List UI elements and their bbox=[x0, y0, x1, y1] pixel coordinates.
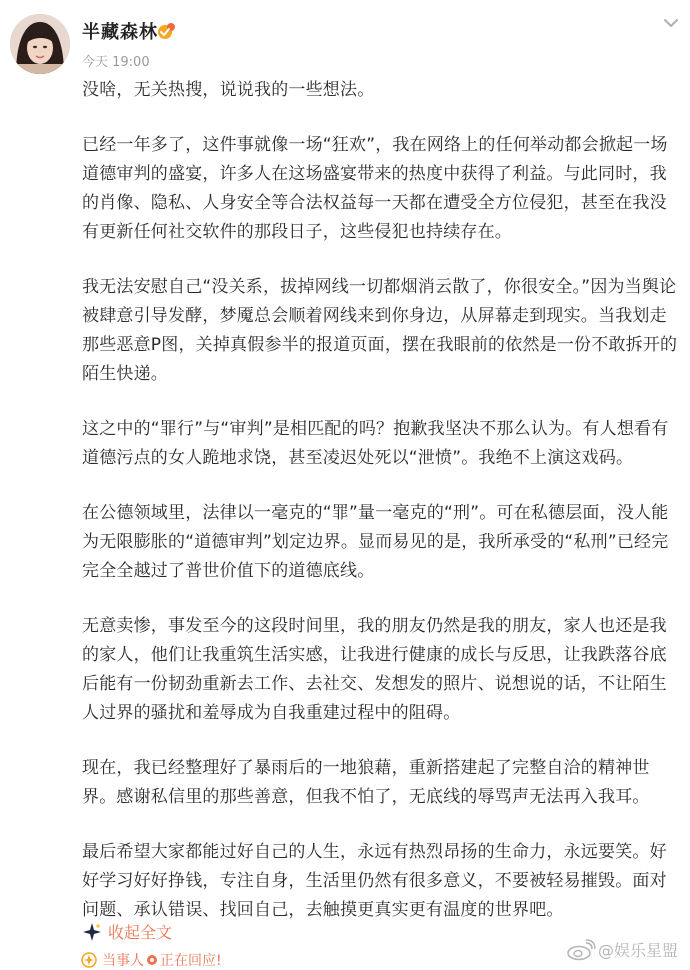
topic-tag[interactable] bbox=[80, 950, 222, 970]
post-paragraph: 现在，我已经整理好了暴雨后的一地狼藉，重新搭建起了完整自洽的精神世界。感谢私信里的那些善意，但我不怕了，无底线的辱骂声无法再入我耳。 bbox=[82, 758, 650, 807]
post-paragraph: 这之中的“罪行”与“审判”是相匹配的吗？抱歉我坚决不那么认为。有人想看有道德污点的女人跪地求饶，甚至凌迟处死以“泄愤”。我绝不上演这戏码。 bbox=[82, 419, 669, 468]
watermark-text: @娱乐星盟 bbox=[598, 941, 679, 960]
weibo-logo-icon bbox=[566, 939, 596, 961]
post-paragraph: 我无法安慰自己“没关系，拔掉网线一切都烟消云散了，你很安全。”因为当舆论被肆意引导发酵，梦魇总会顺着网线来到你身边，从屏幕走到现实。当我划走那些恶意P图，关掉真假参半的报道页面，摆在我眼前的依然是一份不敢拆开的陌生快递。 bbox=[82, 277, 678, 384]
collapse-full-text-button[interactable] bbox=[82, 920, 172, 943]
post-paragraph: 无意卖惨，事发至今的这段时间里，我的朋友仍然是我的朋友，家人也还是我的家人，他们让我重筑生活实感，让我进行健康的成长与反思，让我跌落谷底后能有一份韧劲重新去工作、去社交、发想发的照片、说想说的话，不让陌生人过界的骚扰和羞辱成为自我重建过程中的阻碍。 bbox=[82, 616, 667, 723]
avatar-image bbox=[10, 14, 70, 74]
post-paragraph: 已经一年多了，这件事就像一场“狂欢”，我在网络上的任何举动都会掀起一场道德审判的盛宴，许多人在这场盛宴带来的热度中获得了利益。与此同时，我的肖像、隐私、人身安全等合法权益每一天都在遭受全方位侵犯，甚至在我没有更新任何社交软件的那段日子，这些侵犯也持续存在。 bbox=[82, 135, 668, 242]
collapse-label: 收起全文 bbox=[108, 923, 173, 942]
collapse-sparkle-icon bbox=[82, 922, 102, 942]
dot-badge-icon bbox=[146, 954, 158, 966]
fire-tag-icon bbox=[80, 952, 98, 968]
author-name[interactable]: 半藏森林 bbox=[82, 22, 158, 43]
post-content bbox=[82, 76, 682, 951]
avatar[interactable] bbox=[10, 14, 70, 74]
vip-badge-icon[interactable] bbox=[156, 22, 176, 40]
post-paragraph: 没啥，无关热搜，说说我的一些想法。 bbox=[82, 80, 375, 100]
topic-tag-part1: 当事人 bbox=[102, 953, 144, 969]
watermark bbox=[566, 938, 678, 961]
post-paragraph: 最后希望大家都能过好自己的人生，永远有热烈昂扬的生命力，永远要笑。好好学习好好挣钱，专注自身，生活里仍然有很多意义，不要被轻易摧毁。面对问题、承认错误、找回自己，去触摸更真实更有温度的世界吧。 bbox=[82, 842, 667, 920]
post-timestamp: 今天 19:00 bbox=[82, 55, 150, 70]
post-paragraph: 在公德领域里，法律以一毫克的“罪”量一毫克的“刑”。可在私德层面，没人能为无限膨胀的“道德审判”划定边界。显而易见的是，我所承受的“私刑”已经完完全全越过了普世价值下的道德底线。 bbox=[82, 503, 669, 581]
topic-tag-part2: 正在回应! bbox=[160, 953, 222, 969]
chevron-down-icon[interactable] bbox=[662, 15, 680, 29]
